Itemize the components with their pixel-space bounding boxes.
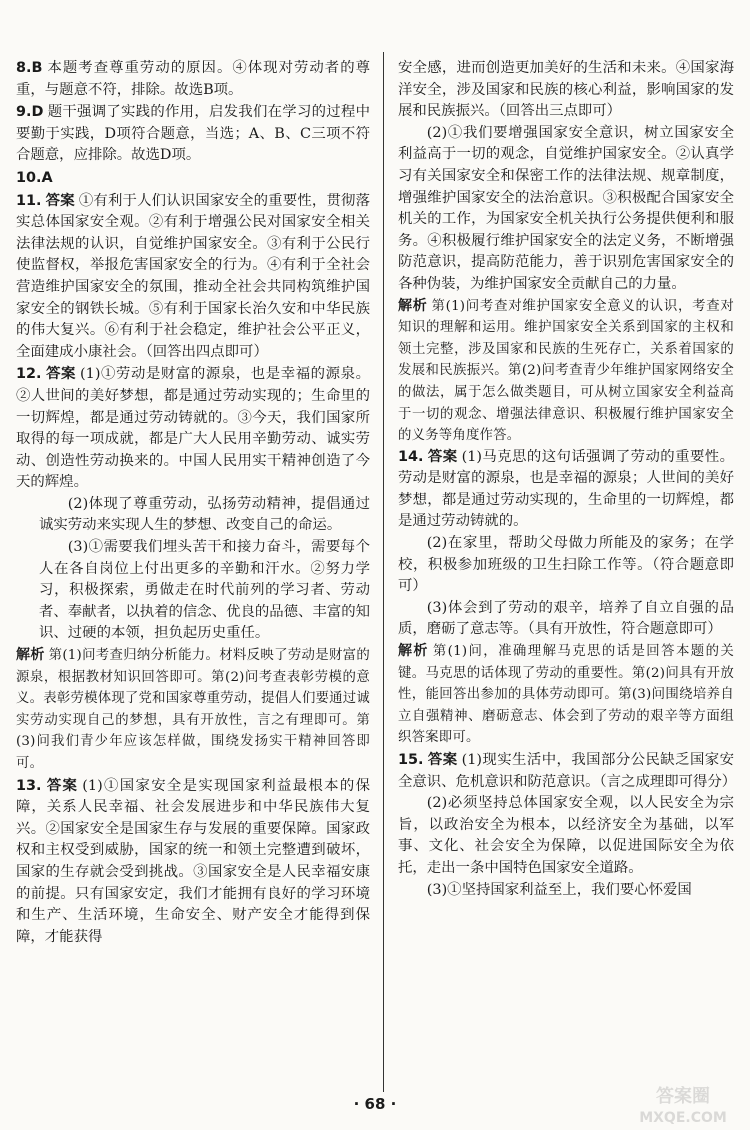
answer-label: 答案 <box>427 448 458 465</box>
analysis-text: 第(1)问考查归纳分析能力。材料反映了劳动是财富的源泉，根据教材知识回答即可。第(2)问考查表彰劳模的意义。表彰劳模体现了党和国家尊重劳动，提倡人们要通过诚实劳动实现自己的梦想，具有开放性，言之有理即可。第(3)问我们青少年应该怎样做，围绕发扬实干精神回答即可。 <box>16 648 370 771</box>
watermark-line1: 答案圈 <box>656 1086 710 1107</box>
analysis-label: 解析 <box>398 297 428 314</box>
column-divider <box>383 52 384 1092</box>
analysis-text: 第(1)问，准确理解马克思的话是回答本题的关键。马克思的话体现了劳动的重要性。第(2)问具有开放性，能回答出参加的具体劳动即可。第(3)问围绕培养自立自强精神、磨砺意志、体会到了劳动的艰辛等方面组织答案即可。 <box>398 644 734 746</box>
answer-item-11 <box>16 191 370 364</box>
answer-item-8 <box>16 58 370 101</box>
answer-item-15 <box>398 750 737 901</box>
answer-label: 答案 <box>45 192 75 209</box>
answer-text: (1)马克思的这句话强调了劳动的重要性。劳动是财富的源泉，也是幸福的源泉；人世间的美好梦想，都是通过劳动实现的，生命里的一切辉煌，都是通过劳动铸就的。 <box>398 448 734 530</box>
answer-label: 答案 <box>45 366 77 383</box>
answer-text: (1)①劳动是财富的源泉，也是幸福的源泉。②人世间的美好梦想，都是通过劳动实现的；生命里的一切辉煌，都是通过劳动铸就的。③今天，我们国家所取得的每一项成就，都是广大人民用辛勤劳动、诚实劳动、创造性劳动换来的。中国人民用实干精神创造了今天的辉煌。 <box>16 366 370 491</box>
watermark-line2: MXQE.COM <box>639 1110 727 1126</box>
page-number: · 68 · <box>353 1095 397 1113</box>
answer-paragraph: (2)在家里，帮助父母做力所能及的家务；在学校，积极参加班级的卫生扫除工作等。（符合题意即可） <box>398 535 734 595</box>
analysis-block <box>16 645 370 775</box>
item-number: 12. <box>16 366 42 383</box>
item-number: 9.D <box>16 104 44 121</box>
analysis-label: 解析 <box>398 643 429 660</box>
answer-item-12 <box>16 364 370 774</box>
analysis-13 <box>398 296 734 447</box>
answer-text: (1)现实生活中，我国部分公民缺乏国家安全意识、危机意识和防范意识。（言之成理即可得分） <box>398 752 737 790</box>
answer-item-9 <box>16 102 370 167</box>
site-watermark-logo <box>624 1082 742 1126</box>
answer-paragraph: (3)体会到了劳动的艰辛，培养了自立自强的品质，磨砺了意志等。（具有开放性，符合题意即可） <box>398 599 734 638</box>
item-number: 8.B <box>16 60 43 76</box>
answer-13-continued: 安全感，进而创造更加美好的生活和未来。④国家海洋安全，涉及国家和民族的核心利益，影响国家的发展和民族振兴。（回答出三点即可） <box>398 60 734 120</box>
item-number: 13. <box>16 777 42 794</box>
answer-text: ①有利于人们认识国家安全的重要性，贯彻落实总体国家安全观。②有利于增强公民对国家安全相关法律法规的认识，自觉维护国家安全。③有利于公民行使监督权，举报危害国家安全的行为。④有利于全社会营造维护国家安全的氛围，推动全社会共同构筑维护国家安全的钢铁长城。⑤有利于国家长治久安和中华民族的伟大复兴。⑥有利于社会稳定，维护社会公平正义，全面建成小康社会。（回答出四点即可） <box>16 192 370 360</box>
analysis-label: 解析 <box>16 647 45 664</box>
answer-item-14 <box>398 447 734 749</box>
answer-text: (1)①国家安全是实现国家利益最根本的保障，关系人民幸福、社会发展进步和中华民族伟大复兴。②国家安全是国家生存与发展的重要保障。国家政权和主权受到威胁，国家的统一和领土完整遭到破坏，国家的生存就会受到挑战。③国家安全是人民幸福安康的前提。只有国家安定，我们才能拥有良好的学习环境和生产、生活环境，生命安全、财产安全才能得到保障，才能获得 <box>16 777 370 945</box>
answer-paragraph: (2)体现了尊重劳动，弘扬劳动精神，提倡通过诚实劳动来实现人生的梦想、改变自己的命运。 <box>39 495 370 534</box>
right-column <box>398 58 737 902</box>
answer-paragraph: (3)①需要我们埋头苦干和接力奋斗，需要每个人在各自岗位上付出更多的辛勤和汗水。②努力学习，积极探索，勇做走在时代前列的学习者、劳动者、奉献者，以执着的信念、优良的品德、丰富的知识、过硬的本领，担负起历史重任。 <box>39 539 370 642</box>
item-number: 10.A <box>16 169 53 186</box>
item-number: 14. <box>398 448 424 465</box>
analysis-text: 第(1)问考查对维护国家安全意义的认识，考查对知识的理解和运用。维护国家安全关系到国家的主权和领土完整，涉及国家和民族的生死存亡，关系着国家的发展和民族振兴。第(2)问考查青少年维护国家网络安全的做法，属于怎么做类题目，可从树立国家安全利益高于一切的观念、增强法律意识、积极履行维护国家安全的义务等角度作答。 <box>398 298 734 444</box>
answer-label: 答案 <box>45 777 79 794</box>
answer-13-part2: (2)①我们要增强国家安全意识，树立国家安全利益高于一切的观念，自觉维护国家安全。②认真学习有关国家安全和保密工作的法律法规、规章制度，增强维护国家安全的法治意识。③积极配合国家安全机关的工作，为国家安全机关执行公务提供便利和服务。④积极履行维护国家安全的法定义务，不断增强防范意识，提高防范能力，善于识别危害国家安全的各种伪装，为维护国家安全贡献自己的力量。 <box>398 124 734 292</box>
answer-paragraph: (3)①坚持国家利益至上，我们要心怀爱国 <box>426 881 692 898</box>
analysis-14 <box>398 641 734 749</box>
answer-paragraph: (2)必须坚持总体国家安全观，以人民安全为宗旨，以政治安全为根本，以经济安全为基础，以军事、文化、社会安全为保障，以促进国际安全为依托，走出一条中国特色国家安全道路。 <box>398 795 734 876</box>
item-text: 本题考查尊重劳动的原因。④体现对劳动者的尊重，与题意不符，排除。故选B项。 <box>16 60 370 98</box>
item-text: 题干强调了实践的作用，启发我们在学习的过程中要勤于实践，D项符合题意，当选；A、B、C三项不符合题意，应排除。故选D项。 <box>16 104 370 164</box>
answer-item-10 <box>16 168 370 190</box>
answer-label: 答案 <box>427 752 458 768</box>
item-number: 15. <box>398 752 424 768</box>
item-number: 11. <box>16 192 42 209</box>
left-column <box>16 58 370 949</box>
answer-item-13 <box>16 776 370 949</box>
